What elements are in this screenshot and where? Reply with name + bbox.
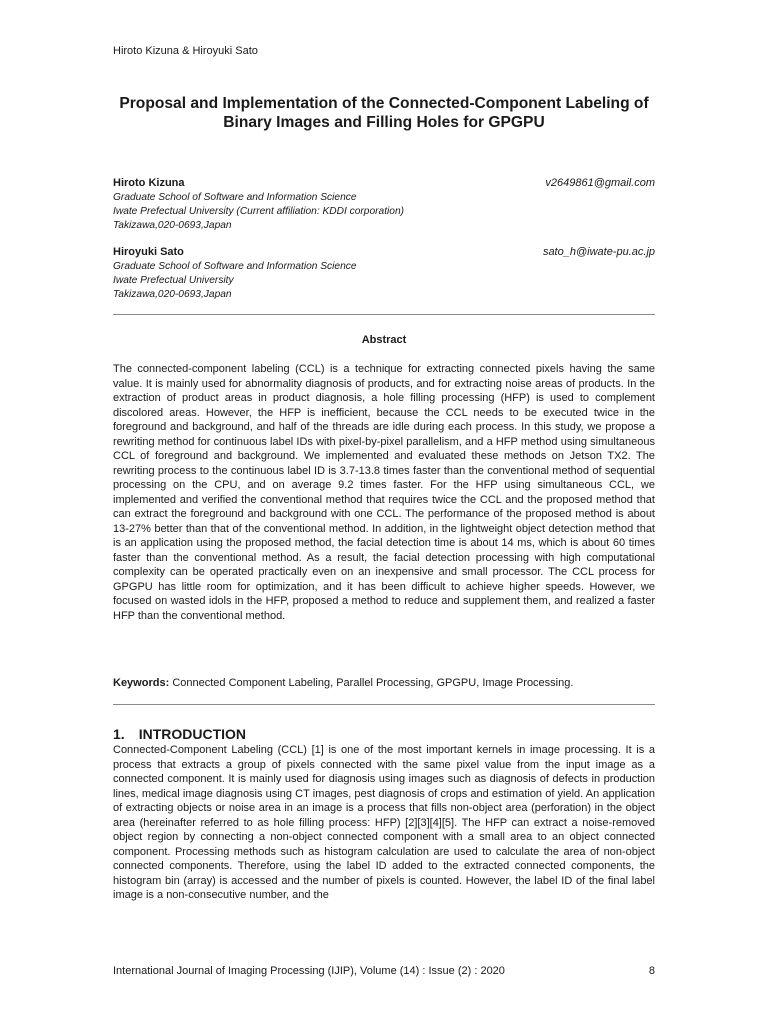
page-number: 8: [648, 965, 655, 977]
author-name: Hiroyuki Sato: [113, 246, 184, 258]
author-affiliation-line: Takizawa,020-0693,Japan: [113, 220, 232, 231]
author-affiliation-line: Iwate Prefectual University (Current affiliation: KDDI corporation): [113, 206, 405, 217]
section-title: INTRODUCTION: [138, 726, 247, 742]
author-affiliation-line: Iwate Prefectual University: [113, 275, 234, 286]
author-name: Hiroto Kizuna: [113, 177, 185, 189]
horizontal-rule: [113, 314, 655, 315]
author-block: [113, 245, 655, 302]
abstract-heading: Abstract: [361, 334, 407, 346]
keywords: [113, 676, 655, 691]
author-affiliation-line: Graduate School of Software and Information Science: [113, 261, 357, 272]
author-affiliation-line: Takizawa,020-0693,Japan: [113, 289, 232, 300]
running-head: Hiroto Kizuna & Hiroyuki Sato: [113, 45, 258, 57]
section-number: 1.: [113, 726, 125, 742]
introduction-text: Connected-Component Labeling (CCL) [1] is one of the most important kernels in image processing. It is a process that extracts a group of pixels connected with the same pixel value from the input image as a connected component. It is mainly used for diagnosis using images such as diagnosis of defects in production lines, medical image diagnosis using CT images, pest diagnosis of crops and estimation of yield. An application of extracting objects or noise area in an image is a process that fills non-object area (perforation) in the object area (hereinafter referred to as hole filling process: HFP) [2][3][4][5]. The HFP can extract a noise-removed object region by connecting a non-object connected component with a small area to an object connected component. Processing methods such as histogram calculation are used to calculate the area of non-object connected components. Therefore, using the label ID added to the extracted connected components, the histogram bin (array) is accessed and the number of pixels is counted. However, the label ID of the final label image is a non-consecutive number, and the: [113, 744, 655, 901]
journal-citation: International Journal of Imaging Processing (IJIP), Volume (14) : Issue (2) : 2020: [113, 965, 505, 977]
author-email[interactable]: v2649861@gmail.com: [545, 177, 655, 189]
author-block: [113, 176, 655, 233]
paper-title: Proposal and Implementation of the Connected-Component Labeling of Binary Images and Filling Holes for GPGPU: [119, 95, 649, 131]
keywords-label: Keywords:: [113, 677, 170, 689]
page-footer: [113, 964, 655, 978]
author-affiliation-line: Graduate School of Software and Information Science: [113, 192, 357, 203]
keywords-text: Connected Component Labeling, Parallel Processing, GPGPU, Image Processing.: [172, 677, 574, 689]
section-heading: [113, 726, 246, 743]
author-email[interactable]: sato_h@iwate-pu.ac.jp: [542, 246, 655, 258]
abstract-text: The connected-component labeling (CCL) is a technique for extracting connected pixels having the same value. It is mainly used for abnormality diagnosis of products, and for extracting noise areas of products. In the extraction of product areas in product diagnosis, a hole filling processing (HFP) is used to complement discolored areas. However, the HFP is inefficient, because the CCL needs to be executed twice in the foreground and background, and half of the threads are idle during each process. In this study, we propose a rewriting method for continuous label IDs with pixel-by-pixel parallelism, and a HFP method using simultaneous CCL of foreground and background. We implemented and evaluated these methods on Jetson TX2. The rewriting process to the continuous label ID is 3.7-13.8 times faster than the conventional method of sequential processing on the CPU, and on average 9.2 times faster. For the HFP using simultaneous CCL, we implemented and verified the conventional method that requires twice the CCL and the proposed method that can extract the foreground and background with one CCL. The performance of the proposed method is about 13-27% better than that of the conventional method. In addition, in the lightweight object detection method that is an application using the proposed method, the facial detection time is about 14 ms, which is about 60 times faster than the conventional method. As a result, the facial detection processing with high computational complexity can be operated practically even on an inexpensive and small processor. The CCL process for GPGPU has little room for optimization, and it has been difficult to achieve higher speeds. However, we focused on wasted idols in the HFP, proposed a method to reduce and supplement them, and realized a faster HFP than the conventional method.: [113, 363, 655, 622]
horizontal-rule: [113, 704, 655, 705]
